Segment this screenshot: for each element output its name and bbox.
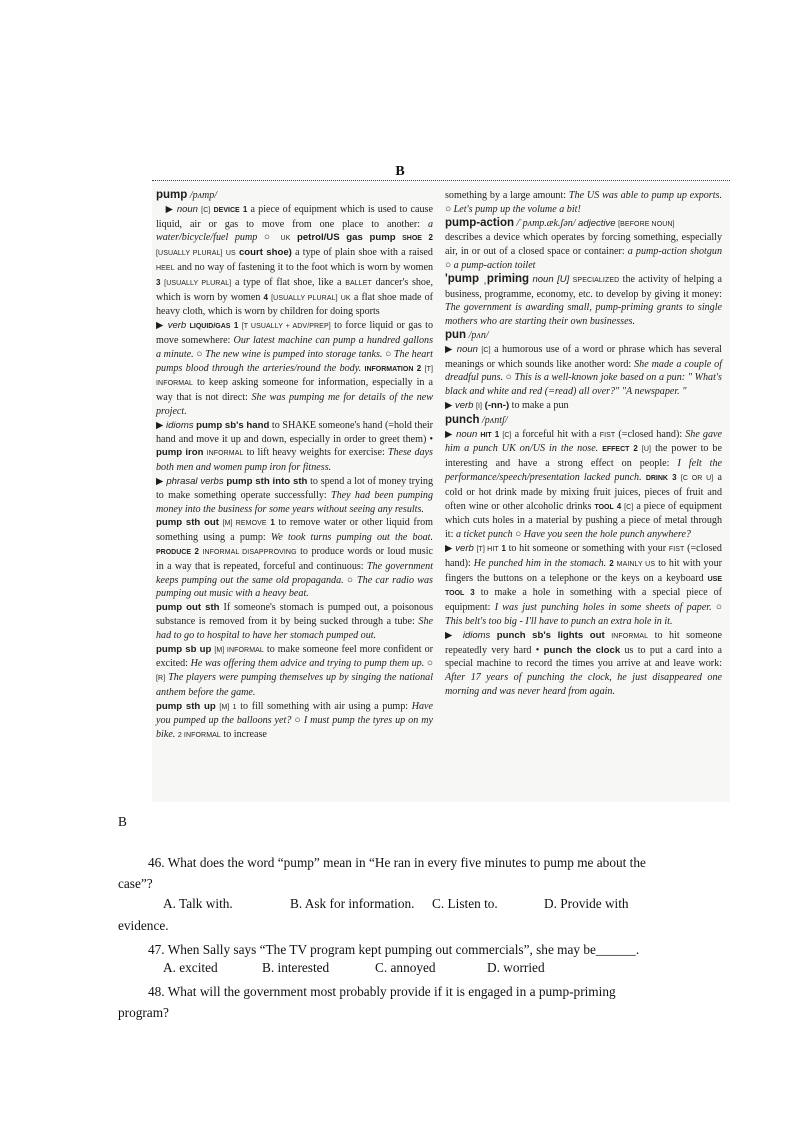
dictionary-right-column — [445, 189, 722, 699]
headword: pump — [156, 189, 188, 201]
entry-pump-priming: 'pump ˌpriming noun [U] SPECIALIZED the activity of helping a business, programme, economy, etc. to develop by giving it money: The government is awarding small, pump-priming grants to single mothers who are starting their own businesses. — [445, 272, 722, 328]
option-46-c[interactable]: C. Listen to. — [432, 896, 498, 911]
entry-pump-action: pump-action /ˈpʌmp.æk.ʃən/ adjective [BEFORE NOUN] describes a device which operates by forcing something, especially air, in or out of a closed space or container: a pump-action shotgun ○ a pump-action toilet — [445, 216, 722, 271]
dictionary-scan — [152, 180, 730, 802]
question-47-stem: 47. When Sally says “The TV program kept pumping out commercials”, she may be______. — [148, 942, 640, 957]
question-46 — [118, 852, 680, 894]
option-46-d[interactable]: D. Provide with — [544, 896, 629, 911]
question-48 — [118, 981, 680, 1023]
section-heading: B — [395, 164, 405, 179]
question-47 — [118, 939, 680, 960]
dictionary-left-column — [156, 189, 433, 743]
pronunciation: /pʌmp/ — [189, 190, 218, 201]
entry-pump: pump /pʌmp/ ▶ noun [C] DEVICE 1 a piece of equipment which is used to cause liquid, air or gas to move from one place to another: a water/bicycle/fuel pump ○ UK petrol/US gas pump SHOE 2 [USUALLY PLURAL] US court shoe) a type of plain shoe with a raised HEEL and no way of fastening it to the foot which is worn by women 3 [USUALLY PLURAL] a type of flat shoe, like a BALLET dancer's shoe, which is worn by women 4 [USUALLY PLURAL] UK a flat shoe made of heavy cloth, which is worn by children for doing sports ▶ verb LIQUID/GAS 1 [T USUALLY + ADV/PREP] to force liquid or gas to move somewhere: Our latest machine can pump a hundred gallons a minute. ○ The new wine is pumped into storage tanks. ○ The heart pumps blood through the arteries/round the body. INFORMATION 2 [T] INFORMAL to keep asking someone for information, especially in a way that is not direct: She was pumping me for details of the new project. ▶ idioms pump sb's hand to SHAKE someone's hand (=hold their hand and move it up and down, especially in order to greet them) • pump iron INFORMAL to lift heavy weights for exercise: These days both men and women pump iron for fitness. ▶ phrasal verbs pump sth into sth to spend a lot of money trying to make something operate successfully: They had been pumping money into the business for some years without seeing any results. pump sth out [M] REMOVE 1 to remove water or other liquid from something using a pump: We took turns pumping out the boat. PRODUCE 2 INFORMAL DISAPPROVING to produce words or loud music in a way that is repeated, forceful and continuous: The government keeps pumping out the same old propaganda. ○ The car radio was pumping out music with a heavy beat. pump out sth If someone's stomach is pumped out, a poisonous substance is removed from it by being sucked through a tube: She had to go to hospital to have her stomach pumped out. pump sb up [M] INFORMAL to make someone feel more confident or excited: He was offering them advice and trying to pump them up. ○ [R] The players were pumping themselves up by singing the national anthem before the game. pump sth up [M] 1 to fill something with air using a pump: Have you pumped up the balloons yet? ○ I must pump the tyres up on my bike. 2 INFORMAL to increase — [156, 189, 434, 741]
dotted-rule — [152, 180, 730, 181]
section-label: B — [118, 814, 127, 829]
option-46-d-cont: evidence. — [118, 918, 169, 933]
option-47-d[interactable]: D. worried — [487, 960, 545, 975]
option-47-b[interactable]: B. interested — [262, 960, 330, 975]
option-47-c[interactable]: C. annoyed — [375, 960, 436, 975]
question-46-stem-cont: case”? — [118, 876, 153, 891]
pos-label: ▶ noun — [165, 203, 198, 215]
question-48-stem: 48. What will the government most probably provide if it is engaged in a pump-priming — [148, 984, 616, 999]
question-48-stem-cont: program? — [118, 1005, 169, 1020]
entry-punch: punch /pʌntʃ/ ▶ noun HIT 1 [C] a forceful hit with a FIST (=closed hand): She gave him a punch UK on/US in the nose. EFFECT 2 [U] the power to be interesting and have a strong effect on people: I felt the performance/speech/presentation lacked punch. DRINK 3 [C OR U] a cold or hot drink made by mixing fruit juices, pieces of fruit and often wine or other alcoholic drinks TOOL 4 [C] a piece of equipment which cuts holes in a material by pushing a piece of metal through it: a ticket punch ○ Have you seen the hole punch anywhere? ▶ verb [T] HIT 1 to hit someone or something with your FIST (=closed hand): He punched him in the stomach. 2 MAINLY US to hit with your fingers the buttons on a telephone or the keys on a keyboard USE TOOL 3 to make a hole in something with a special piece of equipment: I was just punching holes in some sheets of paper. ○ This belt's too big - I'll have to punch an extra hole in it. ▶ idioms punch sb's lights out INFORMAL to hit someone repeatedly very hard • punch the clock us to put a card into a special machine to record the times you arrive at and leave work: After 17 years of punching the clock, he just disappeared one morning and was never heard from again. — [445, 413, 723, 697]
option-46-a[interactable]: A. Talk with. — [163, 896, 233, 911]
option-46-b[interactable]: B. Ask for information. — [290, 896, 415, 911]
question-46-stem: 46. What does the word “pump” mean in “He ran in every five minutes to pump me about the — [148, 855, 646, 870]
entry-pun: pun /pʌn/ ▶ noun [C] a humorous use of a word or phrase which has several meanings or which sounds like another word: She made a couple of dreadful puns. ○ This is a well-known joke based on a pun: " What's black and white and red (=read) all over?" "A newspaper. " ▶ verb [I] (-nn-) to make a pun — [445, 328, 722, 411]
option-47-a[interactable]: A. excited — [163, 960, 218, 975]
entry-pump-continued: something by a large amount: The US was able to pump up exports. ○ Let's pump up the volume a bit! — [445, 190, 722, 215]
